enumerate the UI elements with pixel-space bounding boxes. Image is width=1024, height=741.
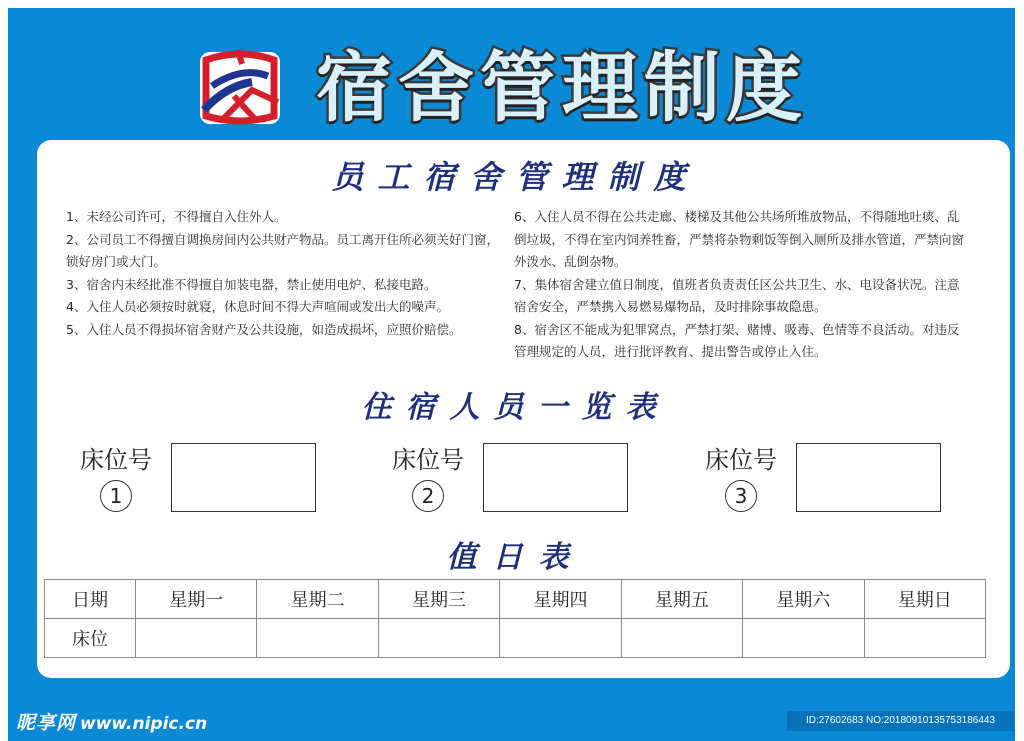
dorm-logo-icon [192,46,288,128]
duty-header-row [45,580,986,619]
header-cell: 星期三 [378,580,499,619]
bed-number-badge: 2 [412,480,444,512]
bed-slot-3 [699,440,959,520]
rule-item: 4、入住人员必须按时就寝，休息时间不得大声喧闹或发出大的噪声。 [66,299,449,314]
row-label: 床位 [45,619,136,658]
bed-label: 床位号 [80,446,152,474]
header-cell: 日期 [45,580,136,619]
bed-slot-1 [74,440,334,520]
header-cell: 星期六 [743,580,864,619]
rule-item: 2、公司员工不得擅自调换房间内公共财产物品。员工离开住所必须关好门窗，锁好房门或大门。 [66,231,499,269]
header-cell: 星期五 [621,580,742,619]
bed-label: 床位号 [392,446,464,474]
watermark-site [16,708,207,735]
duty-cell[interactable] [500,619,621,658]
duty-cell[interactable] [743,619,864,658]
rules-column-left [66,206,506,341]
header-cell: 星期一 [136,580,257,619]
bed-name-field[interactable] [171,443,316,512]
content-area [29,132,1002,670]
rule-item: 5、入住人员不得损坏宿舍财产及公共设施，如造成损坏，应照价赔偿。 [66,321,462,337]
bed-name-field[interactable] [796,443,941,512]
header-cell: 星期四 [500,580,621,619]
rule-item: 1、未经公司许可，不得擅自入住外人。 [66,209,287,224]
watermark-url[interactable]: www.nipic.cn [80,714,208,734]
duty-cell[interactable] [378,619,499,658]
duty-cell[interactable] [257,619,378,658]
duty-title: 值日表 [446,540,585,575]
header-banner [188,38,868,138]
rule-item: 3、宿舍内未经批准不得擅自加装电器，禁止使用电炉、私接电路。 [66,276,437,292]
poster-title: 宿舍管理制度 [316,43,808,132]
rules-column-right [514,206,964,364]
rules-title: 员工宿舍管理制度 [331,158,700,196]
header-cell: 星期二 [257,580,378,619]
rule-item: 6、入住人员不得在公共走廊、楼梯及其他公共场所堆放物品，不得随地吐痰、乱倒垃圾，不得在室内饲养牲畜，严禁将杂物剩饭等倒入厕所及排水管道，严禁向窗外泼水、乱倒杂物。 [514,209,965,269]
bed-name-field[interactable] [483,443,628,512]
duty-cell[interactable] [621,619,742,658]
rule-item: 7、集体宿舍建立值日制度，值班者负责责任区公共卫生、水、电设备状况。注意宿舍安全，严禁携入易燃易爆物品，及时排除事故隐患。 [514,276,960,314]
bed-slot-2 [386,440,646,520]
watermark-id: ID:27602683 NO:20180910135753186443 [787,711,1014,731]
duty-cell[interactable] [864,619,985,658]
watermark-site-name: 昵享网 [16,712,77,734]
rule-item: 8、宿舍区不能成为犯罪窝点，严禁打架、赌博、吸毒、色情等不良活动。对违反管理规定的人员，进行批评教育、提出警告或停止入住。 [514,321,960,359]
bed-label: 床位号 [705,446,777,474]
bed-number-badge: 3 [725,480,757,512]
duty-cell[interactable] [136,619,257,658]
header-cell: 星期日 [864,580,985,619]
duty-table [44,579,986,658]
bed-number-badge: 1 [100,480,132,512]
duty-bed-row [45,619,986,658]
roster-title: 住宿人员一览表 [361,390,670,425]
